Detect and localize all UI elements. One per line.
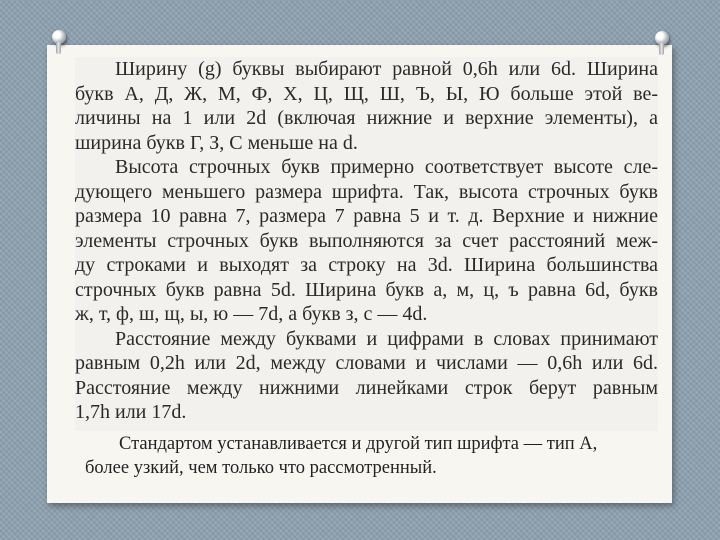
pushpin-icon [655, 31, 669, 45]
paragraph-2 [75, 155, 658, 327]
text-line: Расстояние между нижними линейками строк берут равным [75, 376, 658, 399]
text-line: 1,7h или 17d. [75, 401, 187, 423]
caption-text [85, 432, 655, 480]
text-line: строчных букв равна 5d. Ширина букв а, м, ц, ъ равна 6d, букв [75, 278, 658, 301]
text-line: букв А, Д, Ж, М, Ф, Х, Ц, Щ, Ш, Ъ, Ы, Ю больше этой ве- [75, 82, 658, 105]
text-line: размера 10 равна 7, размера 7 равна 5 и т. д. Верхние и нижние [75, 205, 658, 227]
text-line: дующего меньшего размера шрифта. Так, высота строчных букв [75, 180, 658, 203]
paragraph-3 [75, 327, 658, 425]
text-line: элементы строчных букв выполняются за счет расстояний меж- [75, 229, 658, 252]
text-line: ширина букв Г, З, С меньше на d. [75, 131, 358, 154]
pushpin-icon [52, 30, 66, 44]
text-line: ж, т, ф, ш, щ, ы, ю — 7d, а букв з, с — 4d. [75, 303, 428, 325]
caption-line: Стандартом устанавливается и другой тип шрифта — тип А, [119, 434, 598, 454]
paragraph-1 [75, 57, 658, 155]
text-line: равным 0,2h или 2d, между словами и числами — 0,6h или 6d. [75, 352, 658, 374]
text-line: личины на 1 или 2d (включая нижние и верхние элементы), а [75, 107, 658, 129]
caption-line: более узкий, чем только что рассмотренный. [85, 458, 437, 478]
scanned-text-image [75, 57, 658, 431]
text-line: Расстояние между буквами и цифрами в словах принимают [115, 327, 658, 350]
text-line: Ширину (g) буквы выбирают равной 0,6h или 6d. Ширина [115, 58, 658, 80]
text-line: Высота строчных букв примерно соответствует высоте сле- [115, 156, 658, 178]
text-line: ду строками и выходят за строку на 3d. Ширина большинства [75, 254, 658, 276]
